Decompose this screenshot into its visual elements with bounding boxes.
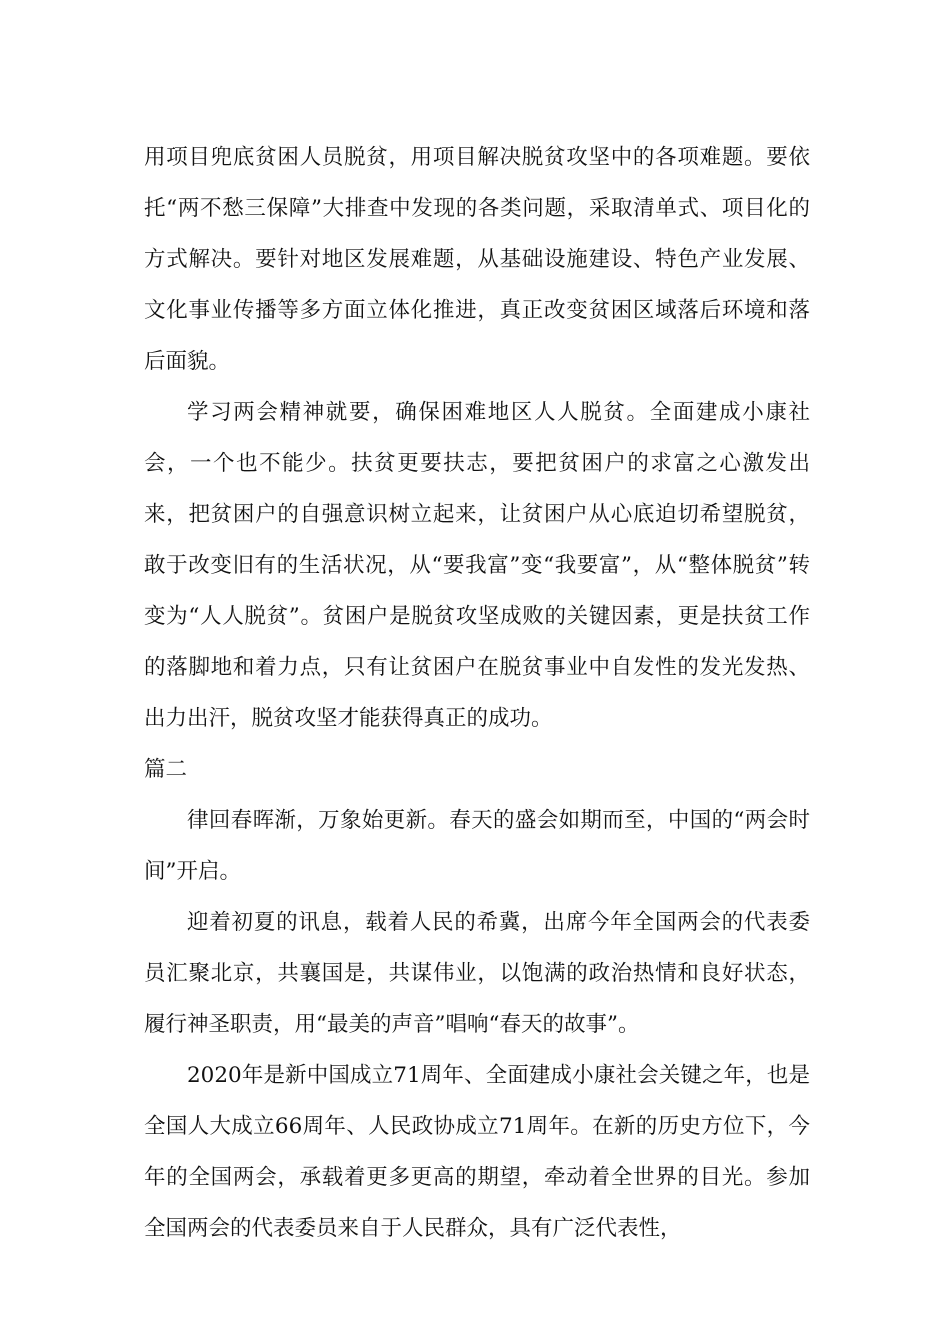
document-page xyxy=(144,132,810,1254)
section-heading: 篇二 xyxy=(144,757,188,782)
paragraph-spring-opening: 律回春晖渐，万象始更新。春天的盛会如期而至，中国的“两会时间”开启。 xyxy=(144,808,810,884)
paragraph-anniversary: 2020年是新中国成立71周年、全面建成小康社会关键之年，也是全国人大成立66周年、人民政协成立71周年。在新的历史方位下，今年的全国两会，承载着更多更高的期望，牵动着全世界的目光。参加全国两会的代表委员来自于人民群众，具有广泛代表性， xyxy=(144,1063,810,1241)
paragraph-deputies-gather: 迎着初夏的讯息，载着人民的希冀，出席今年全国两会的代表委员汇聚北京，共襄国是，共谋伟业，以饱满的政治热情和良好状态，履行神圣职责，用“最美的声音”唱响“春天的故事”。 xyxy=(144,910,810,1037)
paragraph-poverty-alleviation: 学习两会精神就要，确保困难地区人人脱贫。全面建成小康社会，一个也不能少。扶贫更要扶志，要把贫困户的求富之心激发出来，把贫困户的自强意识树立起来，让贫困户从心底迫切希望脱贫，敢于改变旧有的生活状况，从“要我富”变“我要富”，从“整体脱贫”转变为“人人脱贫”。贫困户是脱贫攻坚成败的关键因素，更是扶贫工作的落脚地和着力点，只有让贫困户在脱贫事业中自发性的发光发热、出力出汗，脱贫攻坚才能获得真正的成功。 xyxy=(144,400,810,731)
paragraph-continuation: 用项目兜底贫困人员脱贫，用项目解决脱贫攻坚中的各项难题。要依托“两不愁三保障”大排查中发现的各类问题，采取清单式、项目化的方式解决。要针对地区发展难题，从基础设施建设、特色产业发展、文化事业传播等多方面立体化推进，真正改变贫困区域落后环境和落后面貌。 xyxy=(144,145,810,374)
